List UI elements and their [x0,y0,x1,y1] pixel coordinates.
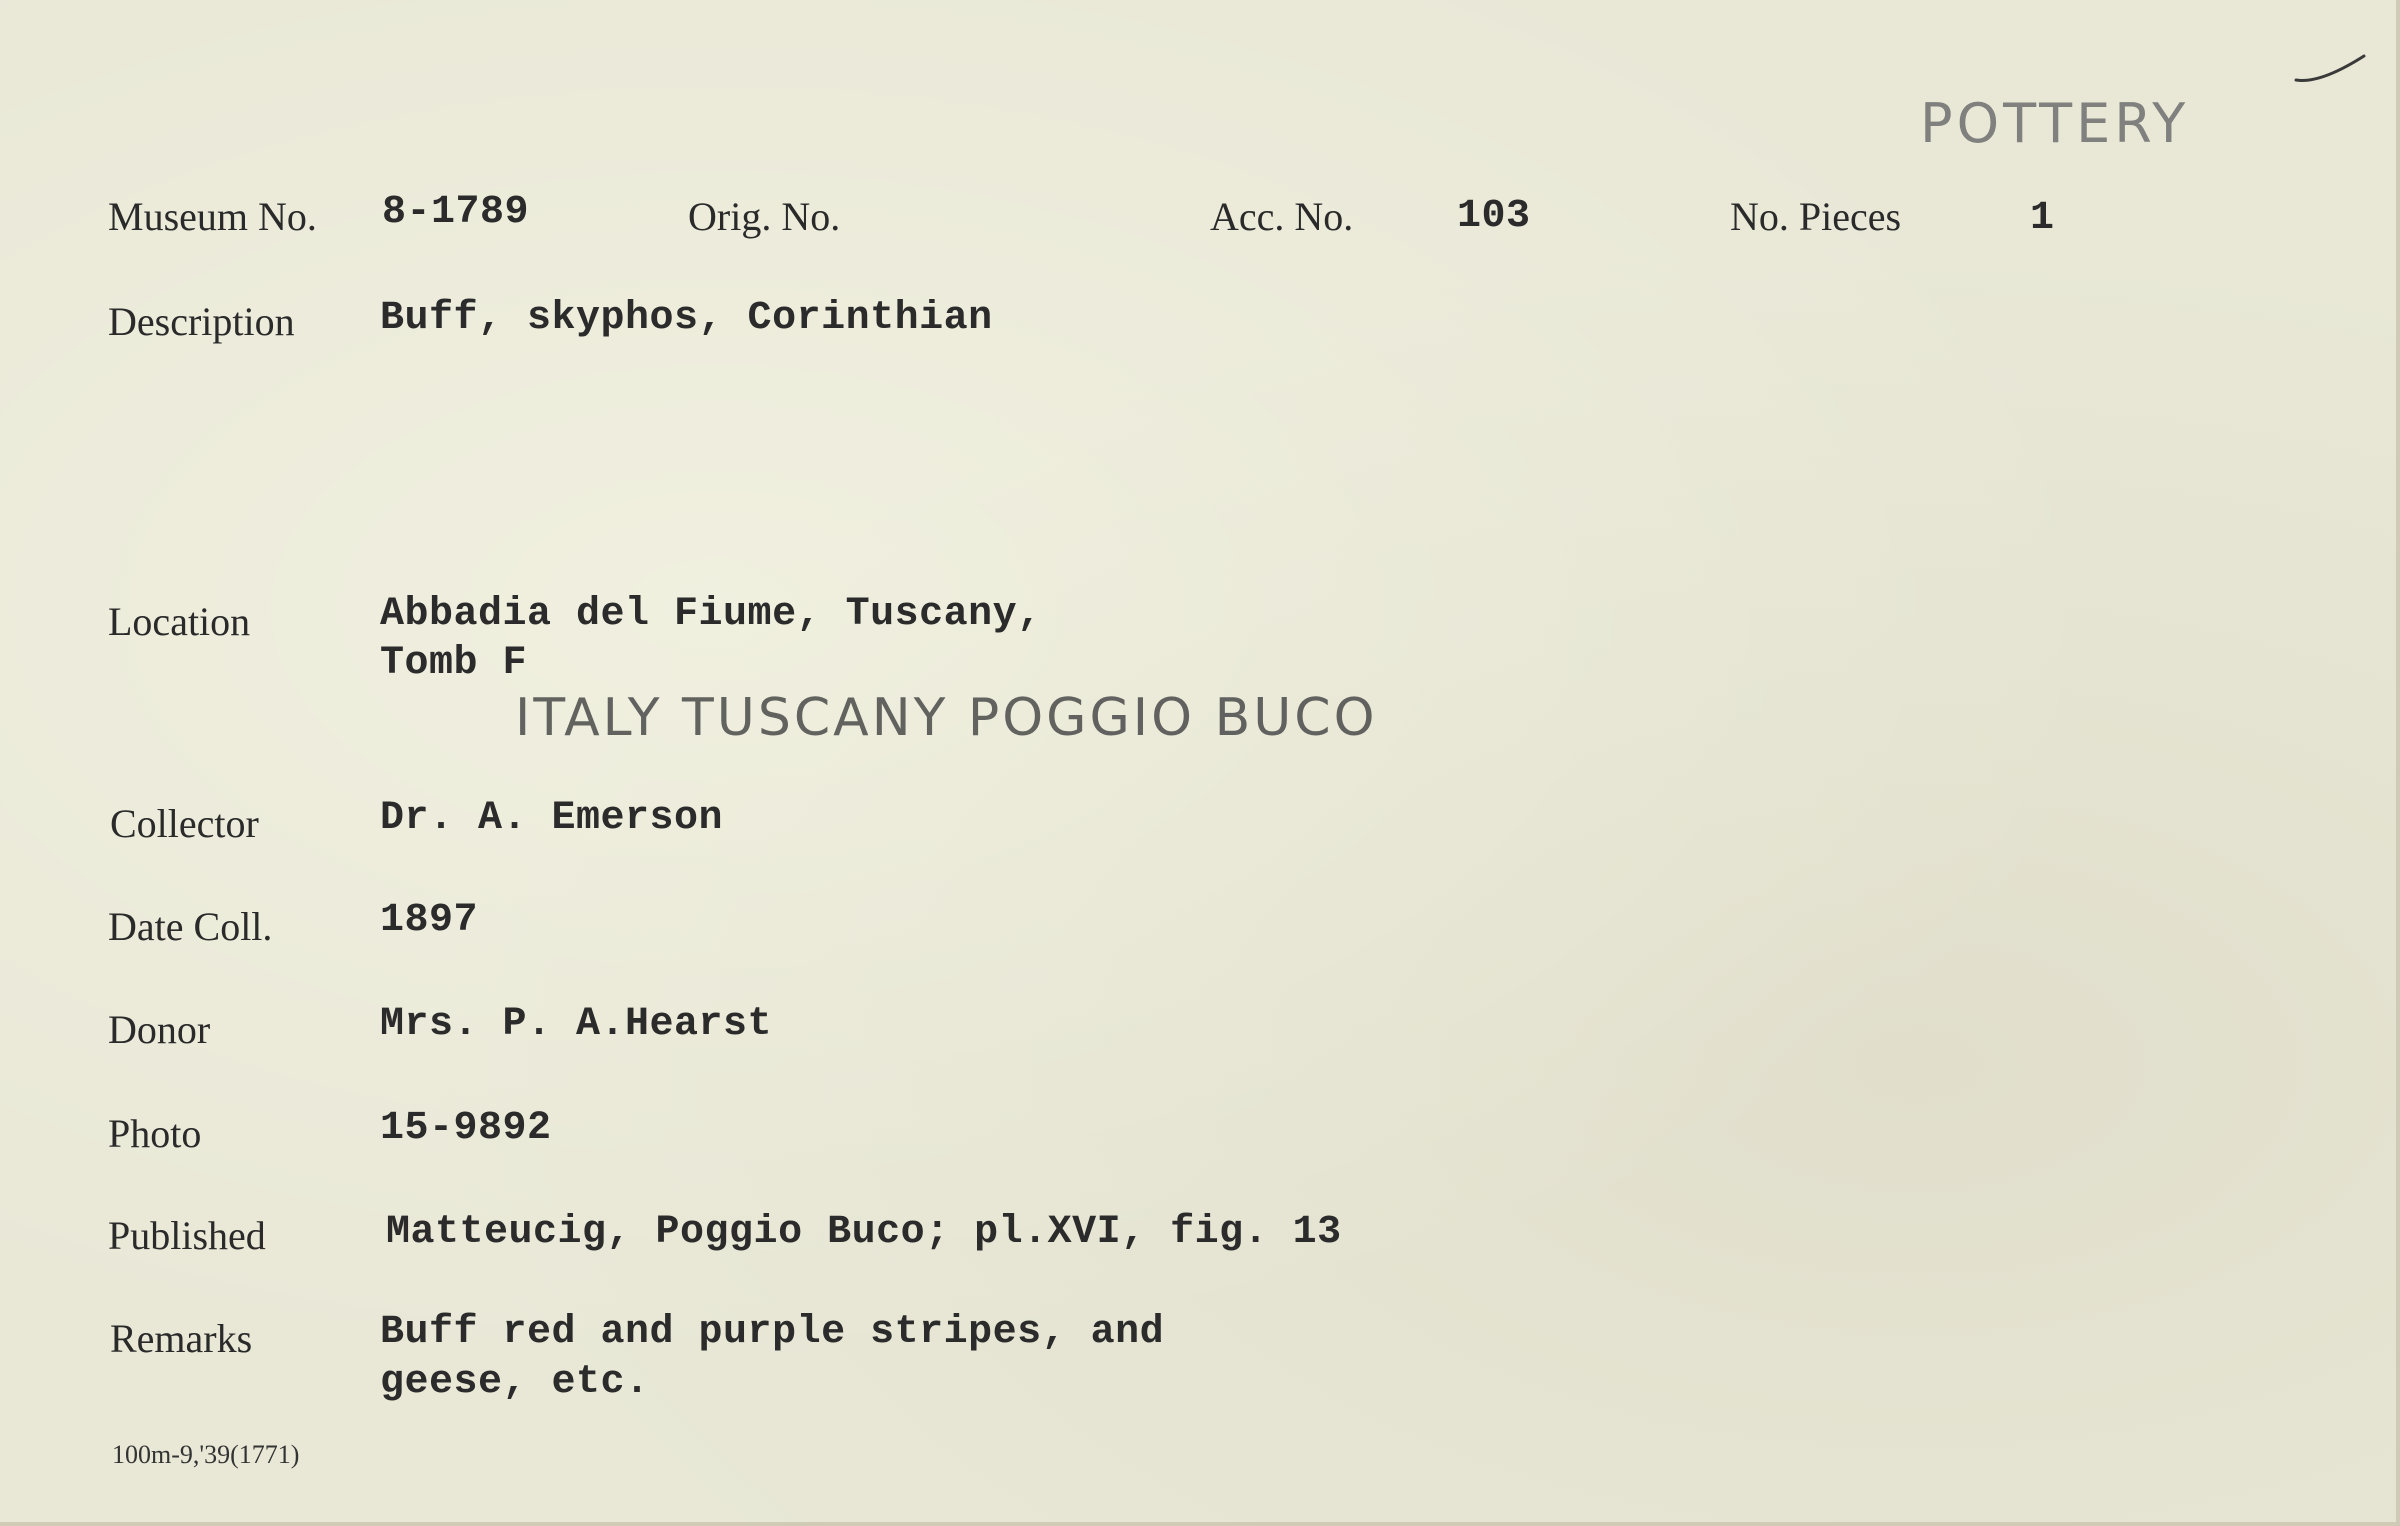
location-stamp: ITALY TUSCANY POGGIO BUCO [515,688,1378,748]
photo-label: Photo [108,1111,202,1156]
remarks-line-2: geese, etc. [380,1360,650,1405]
date-coll-label: Date Coll. [108,904,273,949]
no-pieces-label: No. Pieces [1730,194,1902,239]
museum-no-label: Museum No. [108,194,317,239]
location-line-1: Abbadia del Fiume, Tuscany, [380,592,1042,637]
museum-no-value: 8-1789 [382,190,530,235]
donor-value: Mrs. P. A.Hearst [380,1002,773,1047]
description-value: Buff, skyphos, Corinthian [380,296,993,341]
remarks-line-1: Buff red and purple stripes, and [380,1310,1165,1355]
acc-no-label: Acc. No. [1210,194,1354,239]
checkmark-icon [2290,50,2370,90]
published-value: Matteucig, Poggio Buco; pl.XVI, fig. 13 [386,1210,1342,1255]
description-label: Description [108,299,295,344]
collector-value: Dr. A. Emerson [380,796,724,841]
photo-value: 15-9892 [380,1106,552,1151]
published-label: Published [108,1213,266,1258]
category-stamp: POTTERY [1920,92,2190,155]
remarks-label: Remarks [110,1316,253,1361]
orig-no-label: Orig. No. [688,194,841,239]
collector-label: Collector [110,801,259,846]
acc-no-value: 103 [1457,194,1531,239]
location-label: Location [108,599,251,644]
print-code: 100m-9,'39(1771) [112,1440,300,1469]
no-pieces-value: 1 [2030,196,2055,241]
location-line-2: Tomb F [380,641,528,686]
donor-label: Donor [108,1007,211,1052]
date-coll-value: 1897 [380,898,479,943]
